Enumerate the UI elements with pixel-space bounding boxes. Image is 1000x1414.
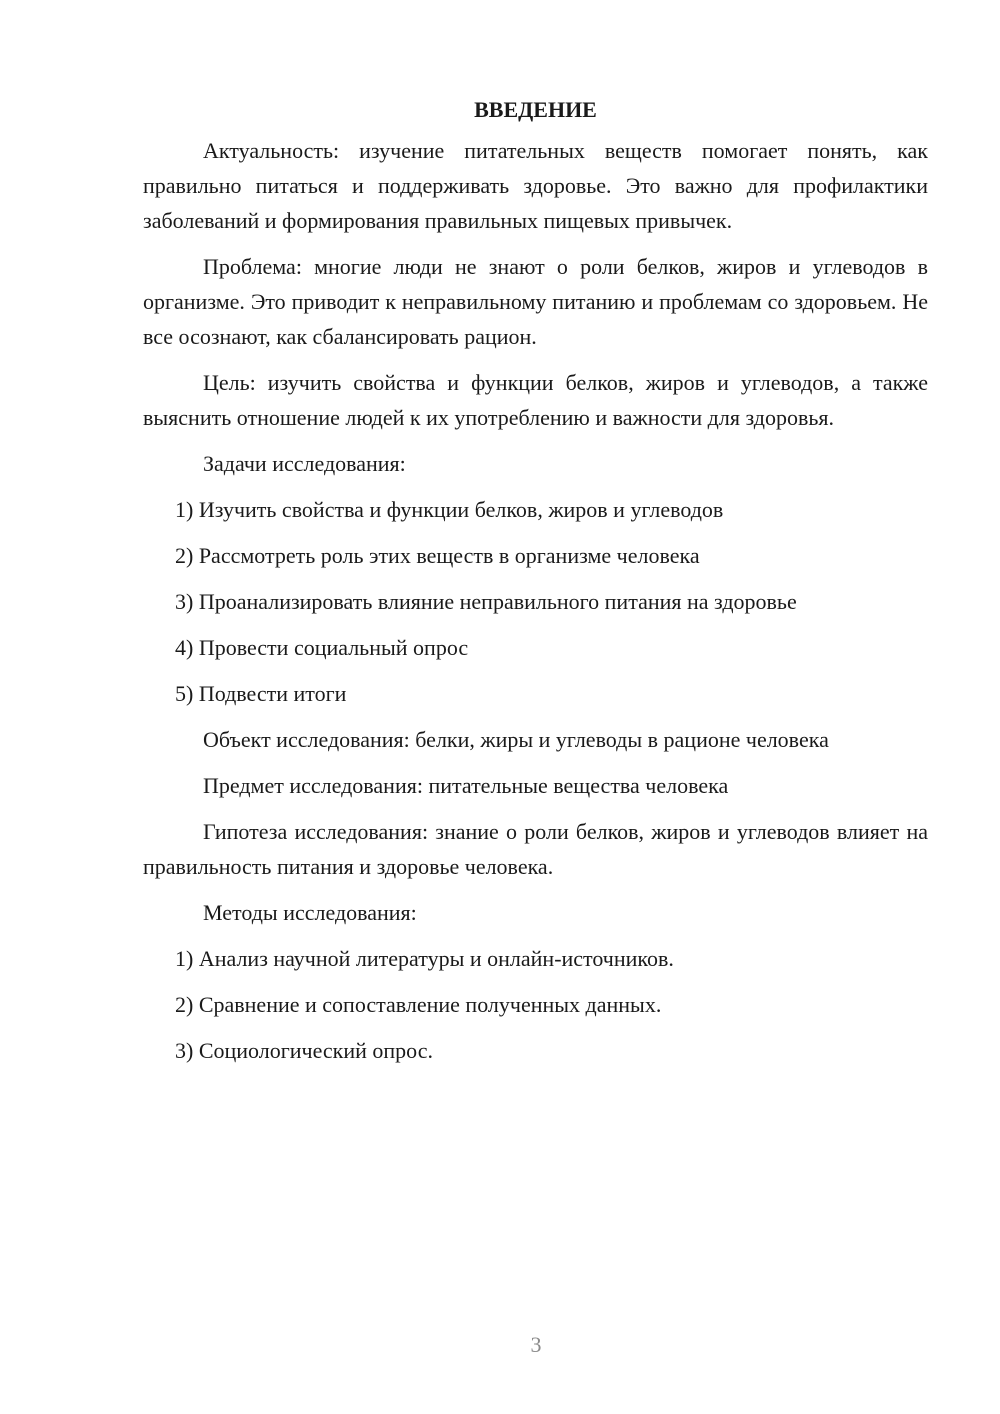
tasks-title: Задачи исследования: [203,451,406,476]
object-paragraph: Объект исследования: белки, жиры и углеводы в рационе человека [203,727,829,752]
method-item: 3) Социологический опрос. [175,1038,433,1063]
methods-title: Методы исследования: [203,900,417,925]
method-item: 2) Сравнение и сопоставление полученных данных. [175,992,662,1017]
goal-paragraph: Цель: изучить свойства и функции белков, жиров и углеводов, а также выяснить отношение людей к их употреблению и важности для здоровья. [143,370,928,430]
subject-paragraph: Предмет исследования: питательные вещества человека [203,773,729,798]
page-number: 3 [530,1332,542,1357]
task-item: 2) Рассмотреть роль этих веществ в организме человека [175,543,700,568]
method-item: 1) Анализ научной литературы и онлайн-источников. [175,946,674,971]
task-item: 1) Изучить свойства и функции белков, жиров и углеводов [175,497,724,522]
relevance-paragraph: Актуальность: изучение питательных веществ помогает понять, как правильно питаться и поддерживать здоровье. Это важно для профилактики заболеваний и формирования правильных пищевых привычек. [143,138,928,233]
page-content [143,92,928,1079]
section-heading: ВВЕДЕНИЕ [474,97,597,122]
problem-paragraph: Проблема: многие люди не знают о роли белков, жиров и углеводов в организме. Это приводит к неправильному питанию и проблемам со здоровьем. Не все осознают, как сбалансировать рацион. [143,254,928,349]
task-item: 3) Проанализировать влияние неправильного питания на здоровье [175,589,797,614]
hypothesis-paragraph: Гипотеза исследования: знание о роли белков, жиров и углеводов влияет на правильность питания и здоровье человека. [143,819,928,879]
task-item: 4) Провести социальный опрос [175,635,469,660]
task-item: 5) Подвести итоги [175,681,347,706]
